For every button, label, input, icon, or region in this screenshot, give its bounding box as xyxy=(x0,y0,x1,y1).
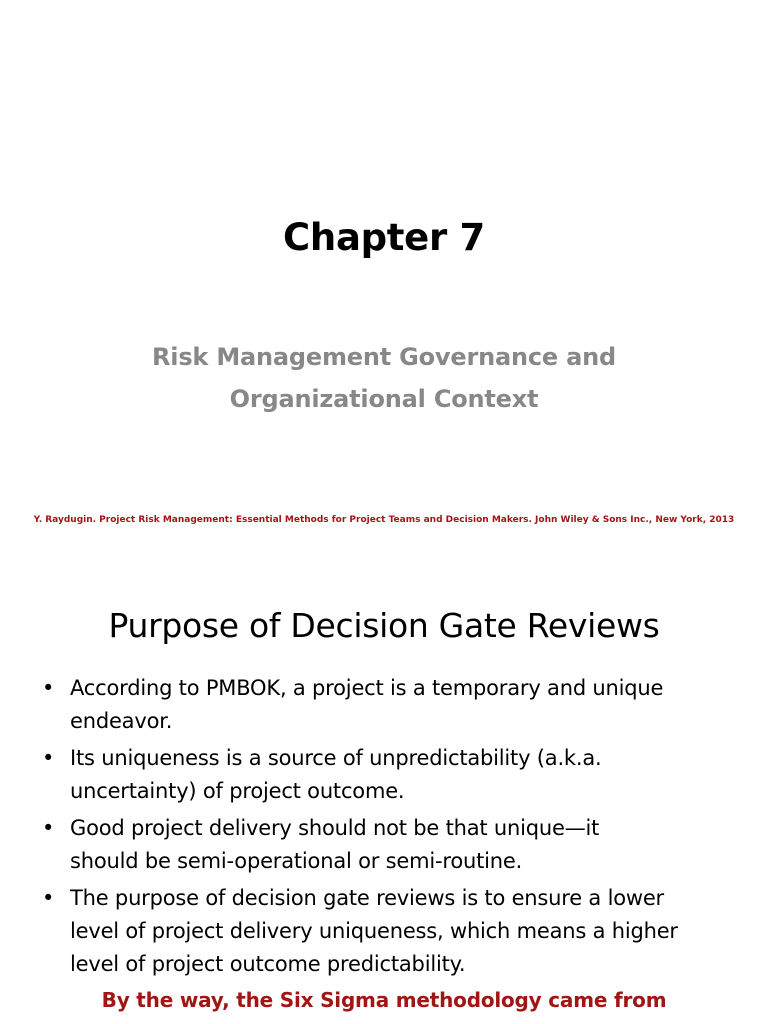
bullet-text-line: should be semi-operational or semi-routine. xyxy=(70,849,523,873)
bullet-text-line: According to PMBOK, a project is a temporary and unique xyxy=(70,676,664,700)
book-citation: Y. Raydugin. Project Risk Management: Essential Methods for Project Teams and Decision Makers. John Wiley & Sons Inc., New York, 2013 xyxy=(33,515,735,525)
bullet-dot-icon: • xyxy=(42,886,55,910)
slide-title: Purpose of Decision Gate Reviews xyxy=(108,606,660,645)
bullet-text-line: level of project outcome predictability. xyxy=(70,952,466,976)
six-sigma-note: By the way, the Six Sigma methodology came from xyxy=(101,988,667,1012)
bullet-item xyxy=(42,672,732,738)
bullet-text-line: Good project delivery should not be that unique—it xyxy=(70,816,600,840)
bullet-text-line: endeavor. xyxy=(70,709,173,733)
chapter-subtitle xyxy=(0,336,768,420)
bullet-text-line: uncertainty) of project outcome. xyxy=(70,779,405,803)
bullet-text-line: level of project delivery uniqueness, which means a higher xyxy=(70,919,678,943)
bullet-text-line: The purpose of decision gate reviews is to ensure a lower xyxy=(70,886,664,910)
slide-decision-gate-reviews xyxy=(0,570,768,1024)
bullet-text-line: Its uniqueness is a source of unpredictability (a.k.a. xyxy=(70,746,602,770)
subtitle-line-1: Risk Management Governance and xyxy=(152,343,616,371)
subtitle-line-2: Organizational Context xyxy=(229,385,539,413)
bullet-dot-icon: • xyxy=(42,746,55,770)
bullet-item xyxy=(42,882,732,981)
chapter-title: Chapter 7 xyxy=(283,216,485,259)
bullet-dot-icon: • xyxy=(42,676,55,700)
bullet-item xyxy=(42,812,732,878)
bullet-list xyxy=(42,672,732,985)
bullet-item xyxy=(42,742,732,808)
bullet-dot-icon: • xyxy=(42,816,55,840)
